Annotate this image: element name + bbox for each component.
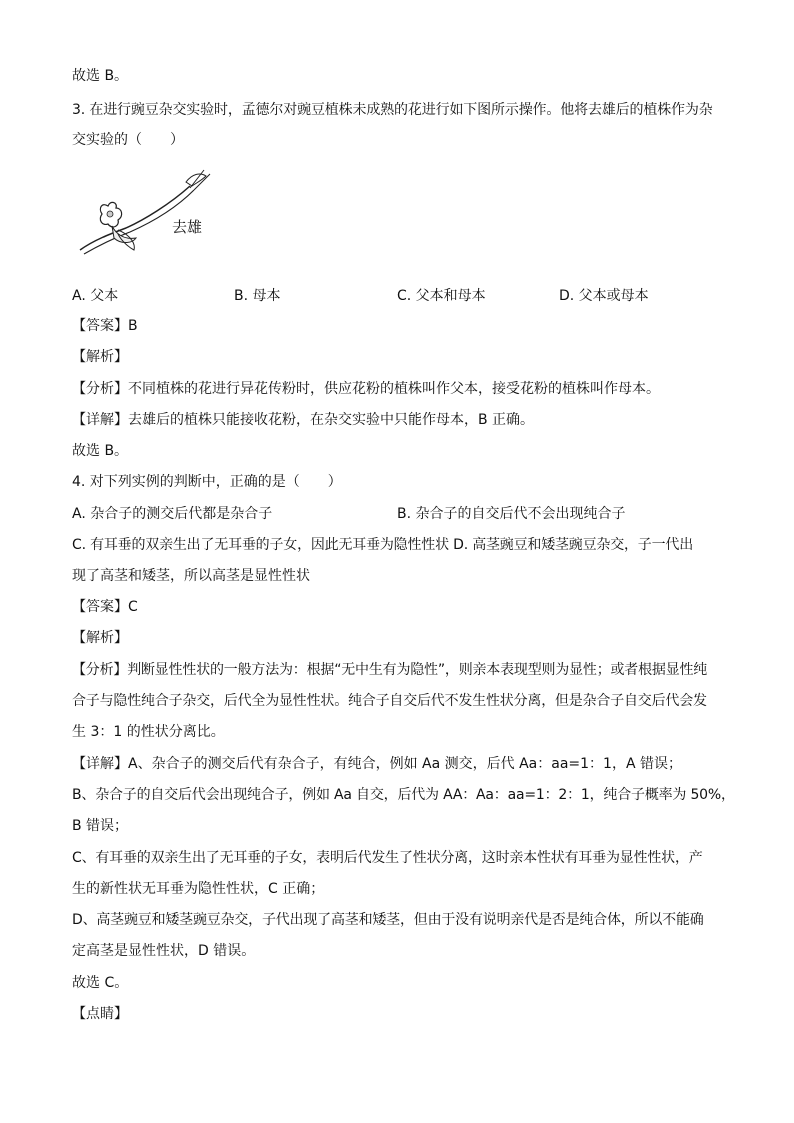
option-b: B. 杂合子的自交后代不会出现纯合子 <box>397 506 626 522</box>
detail-text: D、高茎豌豆和矮茎豌豆杂交，子代出现了高茎和矮茎，但由于没有说明亲代是否是纯合体，所以不能确 <box>72 912 704 928</box>
analysis-text: 合子与隐性纯合子杂交，后代全为显性性状。纯合子自交后代不发生性状分离，但是杂合子自交后代会发 <box>72 693 707 709</box>
analysis-text: 【分析】判断显性性状的一般方法为：根据“无中生有为隐性”，则亲本表现型则为显性；或者根据显性纯 <box>72 662 708 678</box>
comment-heading: 【点睛】 <box>72 1006 128 1022</box>
question-3-stem-cont: 交实验的（ ） <box>72 132 184 148</box>
figure-label: 去雄 <box>172 218 203 236</box>
question-4-stem: 4. 对下列实例的判断中，正确的是（ ） <box>72 474 342 490</box>
option-d-cont: 现了高茎和矮茎，所以高茎是显性性状 <box>72 568 310 584</box>
analysis-heading: 【解析】 <box>72 349 128 365</box>
option-c-d: C. 有耳垂的双亲生出了无耳垂的子女，因此无耳垂为隐性性状 D. 高茎豌豆和矮茎豌豆杂交，子一代出 <box>72 537 694 553</box>
conclusion-text: 故选 B。 <box>72 443 129 459</box>
analysis-text: 生 3：1 的性状分离比。 <box>72 724 225 740</box>
option-c: C. 父本和母本 <box>397 288 486 304</box>
option-a: A. 父本 <box>72 288 119 304</box>
question-3-stem: 3. 在进行豌豆杂交实验时，孟德尔对豌豆植株未成熟的花进行如下图所示操作。他将去雄后的植株作为杂 <box>72 102 713 118</box>
detail-text: B、杂合子的自交后代会出现纯合子，例如 Aa 自交，后代为 AA：Aa：aa=1：2：1，纯合子概率为 50%， <box>72 787 735 803</box>
detail-text: 【详解】A、杂合子的测交后代有杂合子，有纯合，例如 Aa 测交，后代 Aa：aa=1：1，A 错误； <box>72 756 682 772</box>
detail-text: 【详解】去雄后的植株只能接收花粉，在杂交实验中只能作母本，B 正确。 <box>72 412 535 428</box>
answer: 【答案】B <box>72 318 138 334</box>
option-d: D. 父本或母本 <box>559 288 649 304</box>
detail-text: 定高茎是显性性状，D 错误。 <box>72 943 256 959</box>
option-a: A. 杂合子的测交后代都是杂合子 <box>72 506 273 522</box>
conclusion-text: 故选 C。 <box>72 975 129 991</box>
detail-text: 生的新性状无耳垂为隐性性状，C 正确； <box>72 881 325 897</box>
detail-text: B 错误； <box>72 818 129 834</box>
option-b: B. 母本 <box>234 288 281 304</box>
detail-text: C、有耳垂的双亲生出了无耳垂的子女，表明后代发生了性状分离，这时亲本性状有耳垂为显性性状，产 <box>72 850 703 866</box>
analysis-heading: 【解析】 <box>72 630 128 646</box>
analysis-text: 【分析】不同植株的花进行异花传粉时，供应花粉的植株叫作父本，接受花粉的植株叫作母本。 <box>72 381 660 397</box>
emasculation-figure <box>74 168 224 266</box>
answer: 【答案】C <box>72 599 138 615</box>
text-line: 故选 B。 <box>72 68 129 84</box>
